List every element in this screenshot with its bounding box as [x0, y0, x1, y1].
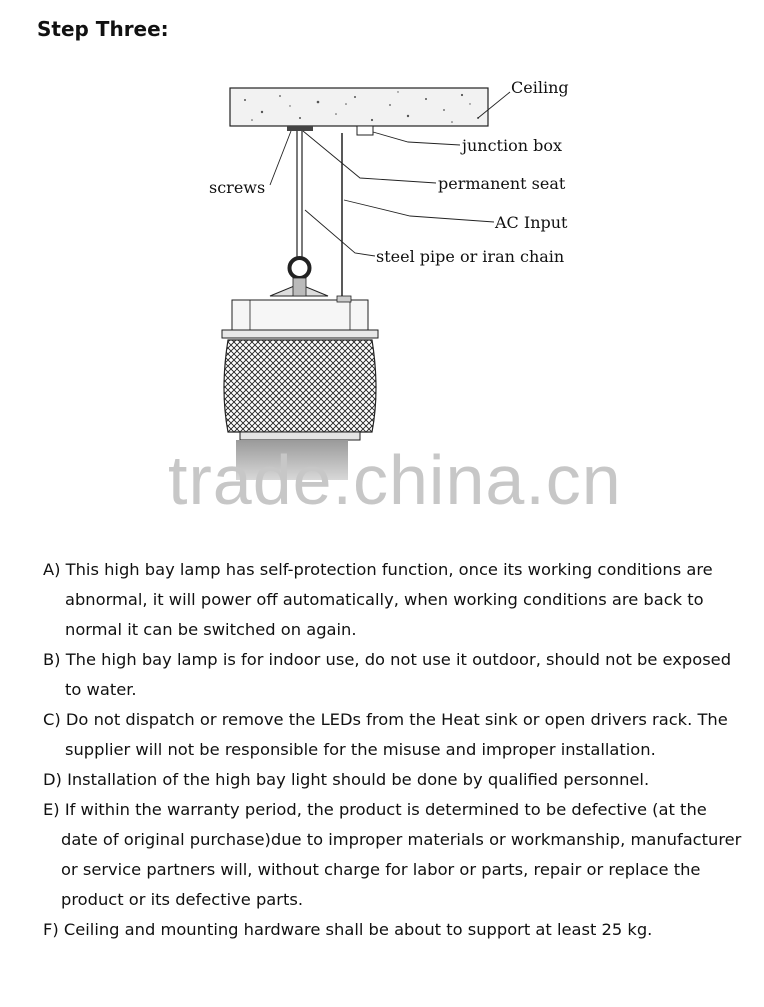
permanent-seat — [287, 126, 313, 131]
label-steel-pipe: steel pipe or iran chain — [376, 247, 565, 266]
label-screws: screws — [209, 178, 266, 197]
ceiling-slab — [230, 88, 488, 126]
note-d: D) Installation of the high bay light should be done by qualified personnel. — [43, 770, 650, 789]
page-title: Step Three: — [37, 17, 169, 41]
label-ac-input: AC Input — [495, 213, 568, 232]
label-permanent-seat: permanent seat — [438, 174, 566, 193]
note-e: E) If within the warranty period, the product is determined to be defective (at the date of original purchase)due to improper materials or workmanship, manufacturer or service partners will, without charge for labor or parts, repair or replace the product or its defective parts. — [43, 800, 742, 909]
watermark: trade.china.cn — [168, 441, 622, 519]
label-ceiling: Ceiling — [511, 78, 569, 97]
note-f: F) Ceiling and mounting hardware shall be about to support at least 25 kg. — [43, 920, 653, 939]
label-junction-box: junction box — [462, 136, 562, 155]
junction-box — [357, 126, 373, 135]
note-b: B) The high bay lamp is for indoor use, do not use it outdoor, should not be exposed to water. — [43, 650, 732, 699]
note-c: C) Do not dispatch or remove the LEDs from the Heat sink or open drivers rack. The supplier will not be responsible for the misuse and improper installation. — [43, 710, 728, 759]
note-a: A) This high bay lamp has self-protection function, once its working conditions are abnormal, it will power off automatically, when working conditions are back to normal it can be switched on again. — [43, 560, 713, 639]
notes-list — [43, 555, 743, 945]
steel-pipe — [290, 131, 310, 278]
